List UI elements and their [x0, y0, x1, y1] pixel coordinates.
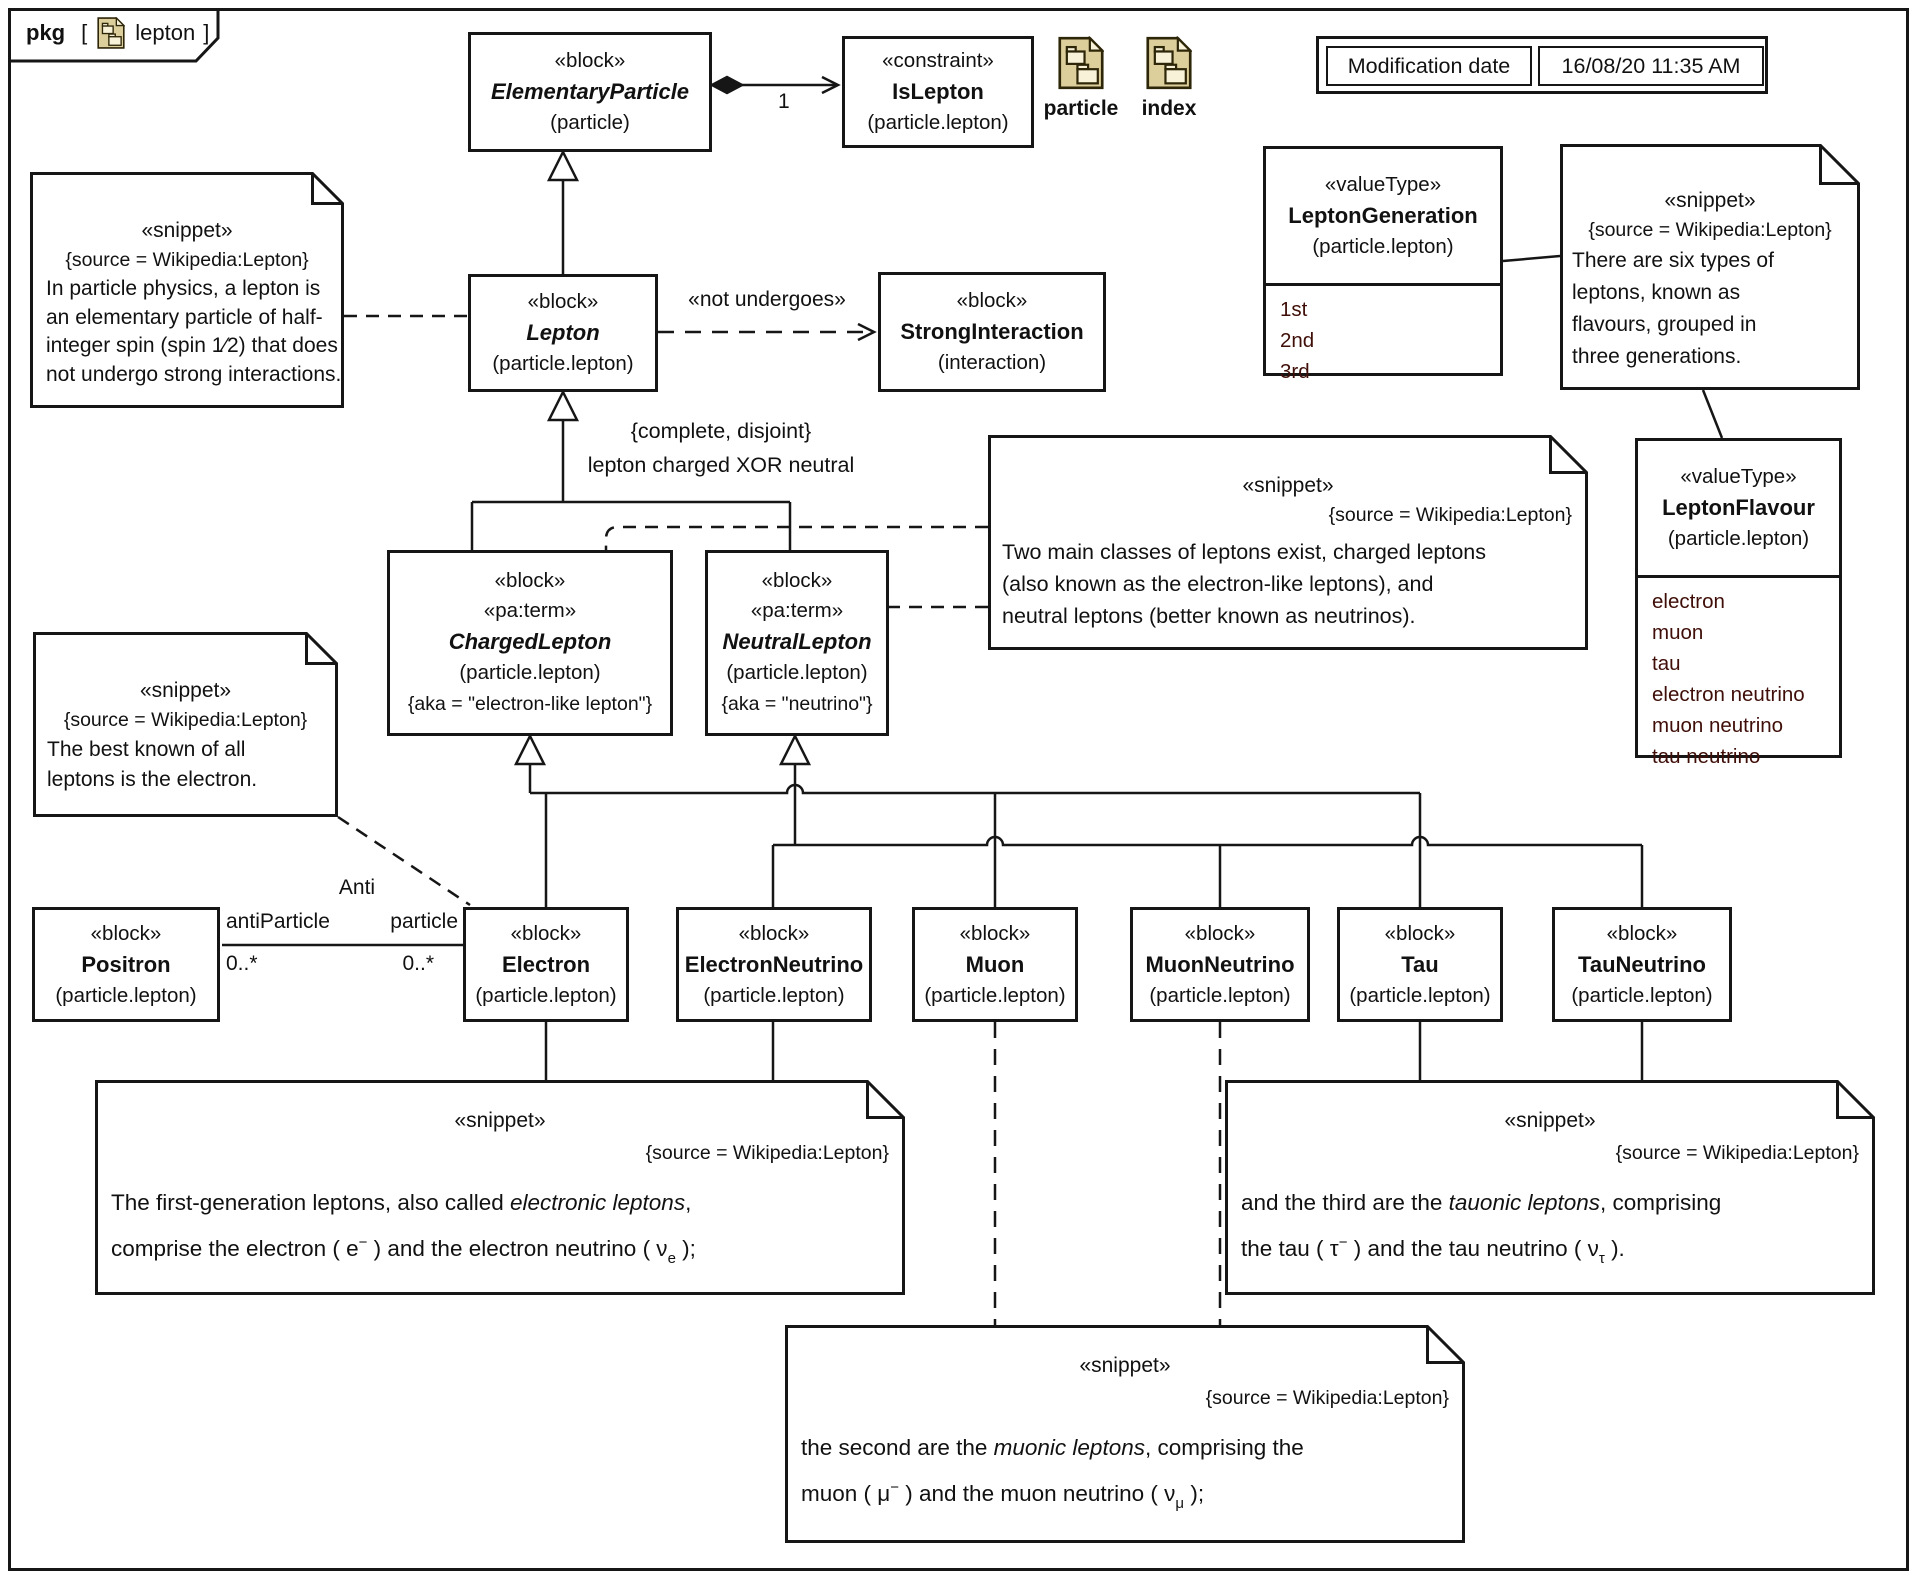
- tab-bracket-open: [: [81, 20, 88, 45]
- valuetype-lepton-flavour[interactable]: [1635, 438, 1842, 768]
- modification-date-value: 16/08/20 11:35 AM: [1538, 46, 1764, 86]
- package-icon: [1058, 36, 1104, 90]
- block-neutral-lepton[interactable]: [705, 550, 889, 736]
- block-name: Muon: [965, 951, 1025, 977]
- subscript: μ: [1175, 1495, 1185, 1512]
- composition-connector: [712, 77, 838, 93]
- frame-heading-tab: [8, 8, 220, 64]
- note-line: the tau ( τ− ) and the tau neutrino ( $\nu_\tau$ ).: [1241, 1234, 1625, 1267]
- enum-literal: electron: [1652, 590, 1725, 613]
- enum-literal: muon: [1652, 621, 1704, 644]
- constraint-is-lepton[interactable]: [842, 36, 1034, 148]
- block-positron[interactable]: [32, 907, 220, 1022]
- neutral-generalization-tree: [773, 736, 1642, 907]
- package-icon: [97, 17, 125, 49]
- note-stereotype: «snippet»: [1079, 1354, 1171, 1377]
- enum-literal: 2nd: [1280, 329, 1315, 352]
- note-line: integer spin (spin 1⁄2) that does: [46, 334, 338, 357]
- block-electron-neutrino[interactable]: [676, 907, 872, 1022]
- block-name: Electron: [501, 951, 591, 977]
- block-namespace: (particle.lepton): [492, 352, 634, 375]
- block-tau-neutrino[interactable]: [1552, 907, 1732, 1022]
- enum-literal: tau neutrino: [1652, 745, 1761, 768]
- generalization-lepton-elementaryparticle: [549, 152, 577, 274]
- package-icon: [1146, 36, 1192, 90]
- block-strong-interaction[interactable]: [878, 272, 1106, 392]
- diagram-name-label: lepton: [135, 20, 196, 45]
- stereotype: «block»: [761, 569, 833, 592]
- block-namespace: (interaction): [937, 351, 1047, 374]
- block-name: ElectronNeutrino: [684, 951, 864, 977]
- note-line: comprise the electron ( e− ) and the electron neutrino ( $\nu_e$ );: [111, 1234, 696, 1267]
- stereotype: «block»: [510, 921, 582, 945]
- block-name: NeutralLepton: [722, 629, 872, 654]
- note-source: {source = Wikipedia:Lepton}: [65, 249, 309, 271]
- block-namespace: (particle.lepton): [726, 661, 868, 684]
- stereotype: «block»: [554, 49, 626, 72]
- note-line: and the third are the tauonic leptons, comprising: [1241, 1190, 1722, 1215]
- valuetype-name: LeptonFlavour: [1662, 495, 1815, 520]
- block-name: ChargedLepton: [448, 629, 612, 654]
- association-name-label: Anti: [338, 876, 376, 899]
- note-stereotype: «snippet»: [1504, 1109, 1596, 1132]
- block-namespace: (particle.lepton): [55, 983, 197, 1007]
- stereotype: «block»: [1384, 921, 1456, 945]
- block-name: Lepton: [526, 320, 600, 345]
- note-line: not undergo strong interactions.: [46, 362, 342, 386]
- block-namespace: (particle.lepton): [924, 983, 1066, 1007]
- note-line: an elementary particle of half-: [46, 305, 323, 329]
- superscript-minus: −: [358, 1234, 368, 1251]
- note-snippet-third-generation[interactable]: [1225, 1080, 1875, 1295]
- note-stereotype: «snippet»: [139, 679, 232, 702]
- stereotype: «block»: [1184, 921, 1256, 945]
- palette-item-particle[interactable]: [1036, 36, 1126, 121]
- enum-literal: 3rd: [1280, 360, 1310, 383]
- note-stereotype: «snippet»: [141, 219, 233, 242]
- note-snippet-six-flavours[interactable]: [1560, 144, 1860, 390]
- valuetype-namespace: (particle.lepton): [1667, 527, 1810, 550]
- block-muon-neutrino[interactable]: [1130, 907, 1310, 1022]
- multiplicity-antiparticle-label: 0..*: [226, 952, 258, 975]
- note-line: the second are the muonic leptons, comprising the: [801, 1435, 1304, 1460]
- note-line: The best known of all: [47, 738, 246, 761]
- block-electron[interactable]: [463, 907, 629, 1022]
- palette-item-index[interactable]: [1128, 36, 1210, 121]
- note-snippet-lepton-definition[interactable]: [30, 172, 344, 408]
- block-namespace: (particle.lepton): [475, 983, 617, 1007]
- note-line: neutral leptons (better known as neutrinos).: [1002, 604, 1416, 628]
- block-aka-tag: {aka = "electron-like lepton"}: [407, 693, 653, 715]
- diagram-kind-label: pkg: [26, 20, 66, 45]
- note-line: leptons is the electron.: [47, 768, 258, 791]
- valuetype-name: LeptonGeneration: [1288, 203, 1478, 228]
- valuetype-lepton-generation[interactable]: [1263, 146, 1503, 383]
- block-name: Positron: [81, 951, 171, 977]
- note-stereotype: «snippet»: [1664, 189, 1756, 212]
- stereotype: «constraint»: [882, 49, 994, 72]
- subscript: τ: [1598, 1250, 1605, 1267]
- stereotype: «valueType»: [1680, 465, 1797, 488]
- subscript: e: [667, 1250, 676, 1267]
- block-name: ElementaryParticle: [490, 79, 690, 104]
- block-namespace: (particle.lepton): [459, 661, 601, 684]
- stereotype-pa-term: «pa:term»: [483, 599, 577, 622]
- note-source: {source = Wikipedia:Lepton}: [1588, 219, 1832, 241]
- palette-caption-index: index: [1141, 97, 1197, 120]
- note-line: three generations.: [1572, 345, 1742, 368]
- stereotype: «block»: [956, 289, 1028, 312]
- note-stereotype: «snippet»: [454, 1109, 546, 1132]
- note-source: {source = Wikipedia:Lepton}: [1328, 504, 1572, 526]
- stereotype: «valueType»: [1324, 173, 1442, 196]
- note-snippet-best-known[interactable]: [33, 632, 338, 817]
- note-line: Two main classes of leptons exist, charged leptons: [1002, 540, 1487, 564]
- stereotype: «block»: [1606, 921, 1678, 945]
- generalization-set-name-label: lepton charged XOR neutral: [587, 453, 855, 477]
- tab-bracket-close: ]: [203, 20, 210, 45]
- palette-caption-particle: particle: [1043, 97, 1119, 120]
- valuetype-namespace: (particle.lepton): [1312, 235, 1454, 258]
- role-particle-label: particle: [390, 910, 458, 933]
- note-line: leptons, known as: [1572, 281, 1741, 304]
- enum-literal: tau: [1652, 652, 1681, 675]
- block-lepton[interactable]: [468, 274, 658, 392]
- superscript-minus: −: [1338, 1234, 1348, 1251]
- block-elementary-particle[interactable]: [468, 32, 712, 152]
- multiplicity-particle-label: 0..*: [402, 952, 434, 975]
- charged-generalization-tree: [516, 736, 1420, 907]
- block-namespace: (particle.lepton): [1571, 983, 1713, 1007]
- superscript-minus: −: [890, 1479, 900, 1496]
- note-line: The first-generation leptons, also called electronic leptons,: [111, 1190, 692, 1215]
- modification-date-box: [1316, 36, 1768, 94]
- note-source: {source = Wikipedia:Lepton}: [63, 709, 308, 731]
- note-snippet-two-classes[interactable]: [988, 435, 1588, 650]
- constraint-namespace: (particle.lepton): [867, 111, 1009, 134]
- generalization-set-constraint-label: {complete, disjoint}: [630, 419, 812, 443]
- italic-term: tauonic leptons: [1448, 1190, 1601, 1215]
- note-line: (also known as the electron-like leptons), and: [1002, 572, 1434, 596]
- note-source: {source = Wikipedia:Lepton}: [645, 1142, 889, 1164]
- stereotype: «block»: [527, 290, 599, 313]
- block-name: Tau: [1401, 951, 1439, 977]
- italic-term: muonic leptons: [993, 1435, 1145, 1460]
- note-stereotype: «snippet»: [1242, 474, 1334, 497]
- note-snippet-second-generation[interactable]: [785, 1325, 1465, 1543]
- modification-date-label: Modification date: [1326, 46, 1532, 86]
- stereotype: «block»: [959, 921, 1031, 945]
- block-tau[interactable]: [1337, 907, 1503, 1022]
- block-charged-lepton[interactable]: [387, 550, 673, 736]
- note-line: flavours, grouped in: [1572, 313, 1757, 336]
- italic-term: electronic leptons: [509, 1190, 686, 1215]
- block-muon[interactable]: [912, 907, 1078, 1022]
- enum-literal: electron neutrino: [1652, 683, 1805, 706]
- stereotype-pa-term: «pa:term»: [750, 599, 844, 622]
- note-line: In particle physics, a lepton is: [46, 277, 321, 300]
- stereotype: «block»: [738, 921, 810, 945]
- not-undergoes-label: «not undergoes»: [688, 288, 846, 311]
- block-namespace: (particle.lepton): [1349, 983, 1491, 1007]
- enum-literal: 1st: [1280, 298, 1308, 321]
- stereotype: «block»: [90, 921, 162, 945]
- note-line: muon ( μ− ) and the muon neutrino ( $\nu_\mu$ );: [801, 1479, 1205, 1512]
- role-antiparticle-label: antiParticle: [226, 910, 330, 933]
- block-name: MuonNeutrino: [1145, 951, 1295, 977]
- composition-multiplicity-label: 1: [778, 90, 790, 113]
- note-source: {source = Wikipedia:Lepton}: [1205, 1387, 1449, 1409]
- stereotype: «block»: [494, 569, 566, 592]
- block-namespace: (particle): [550, 111, 630, 134]
- note-source: {source = Wikipedia:Lepton}: [1615, 1142, 1859, 1164]
- not-undergoes-dependency: [658, 324, 874, 340]
- note-snippet-first-generation[interactable]: [95, 1080, 905, 1295]
- block-name: TauNeutrino: [1578, 951, 1706, 977]
- enum-literal: muon neutrino: [1652, 714, 1784, 737]
- block-name: StrongInteraction: [900, 319, 1084, 344]
- note-line: There are six types of: [1572, 249, 1774, 272]
- block-namespace: (particle.lepton): [1149, 983, 1291, 1007]
- constraint-name: IsLepton: [892, 79, 984, 104]
- block-aka-tag: {aka = "neutrino"}: [721, 693, 873, 715]
- block-namespace: (particle.lepton): [703, 983, 845, 1007]
